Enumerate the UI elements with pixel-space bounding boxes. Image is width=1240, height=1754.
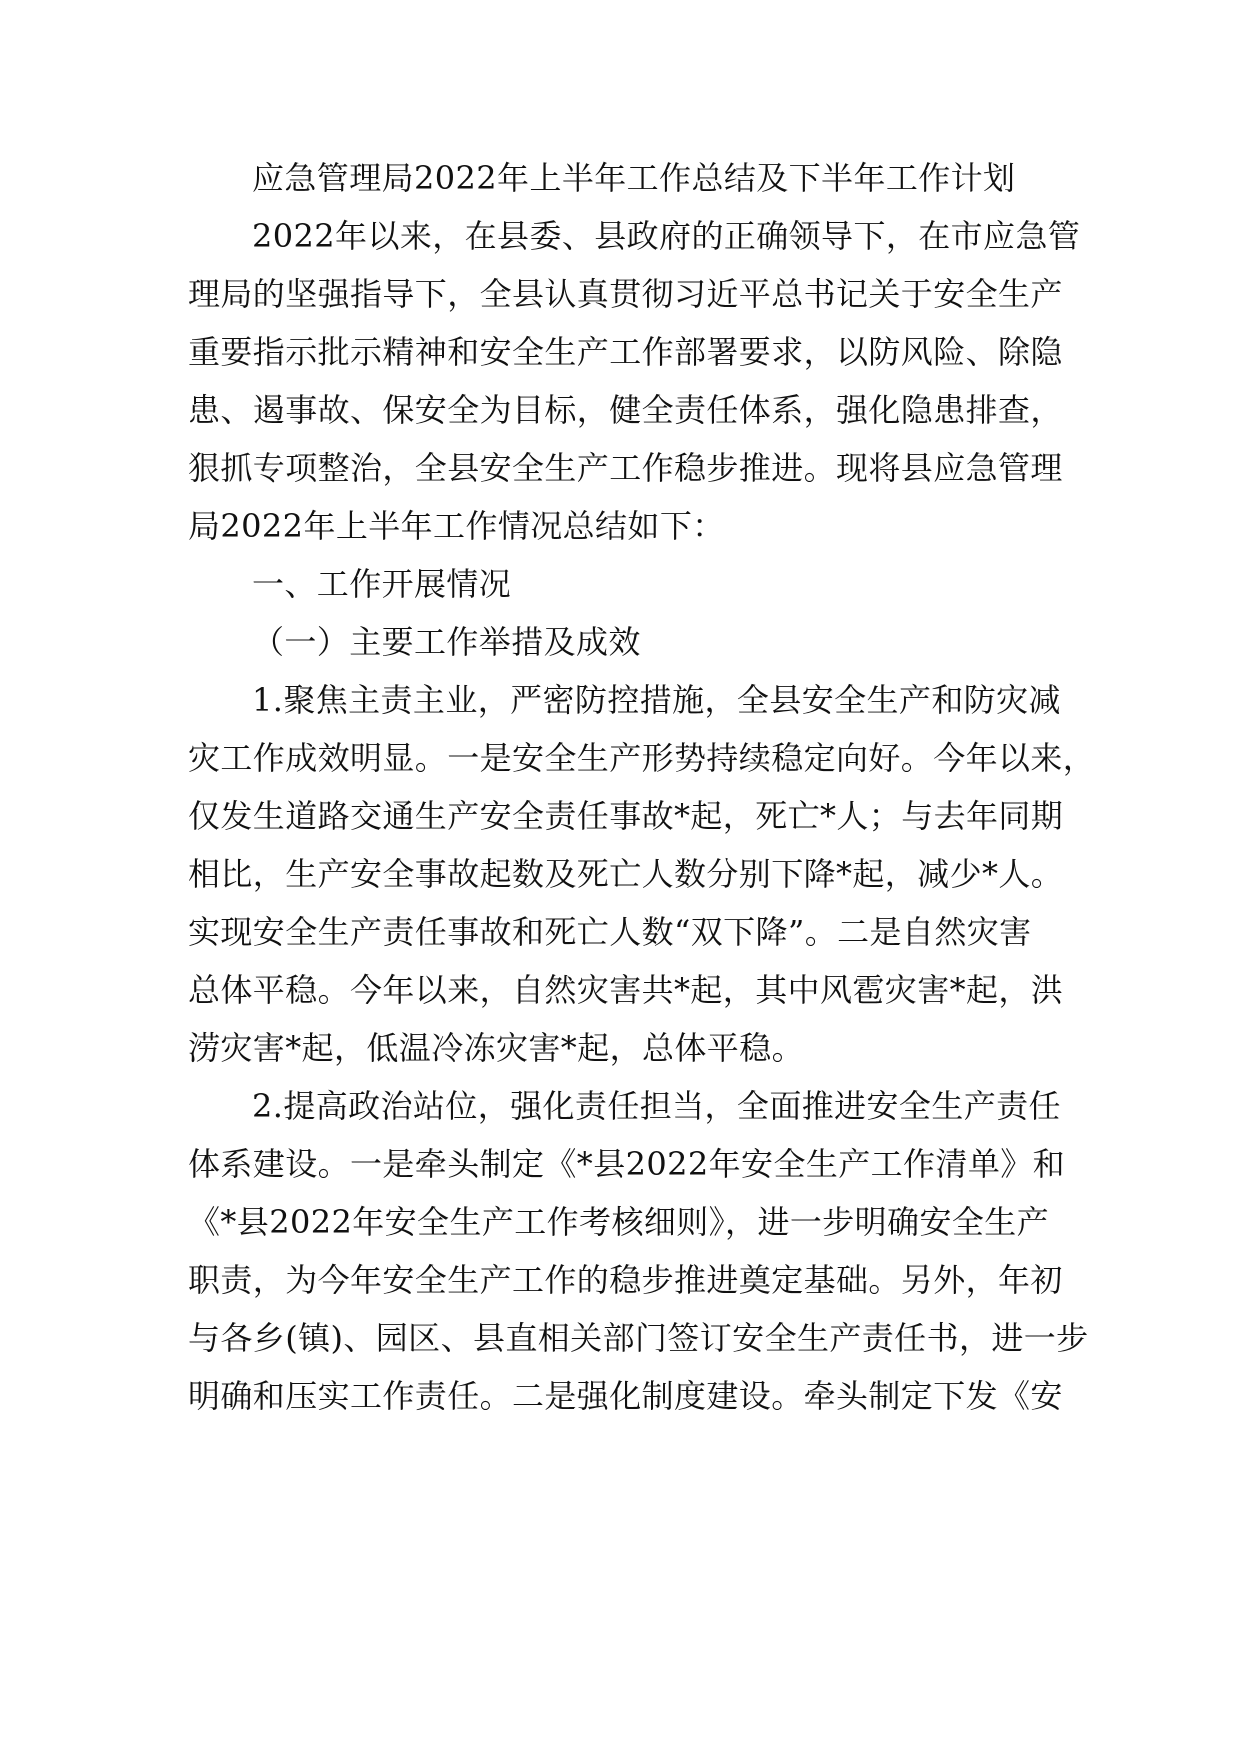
document-title: 应急管理局2022年上半年工作总结及下半年工作计划 [252, 159, 1016, 197]
paragraph-line: 《*县2022年安全生产工作考核细则》，进一步明确安全生产 [188, 1203, 1050, 1241]
paragraph-line: 2022年以来，在县委、县政府的正确领导下，在市应急管 [252, 217, 1081, 255]
section-heading: 一、工作开展情况 [252, 565, 512, 603]
paragraph-line: 局2022年上半年工作情况总结如下： [188, 507, 725, 545]
paragraph-line: 2.提高政治站位，强化责任担当，全面推进安全生产责任 [252, 1087, 1061, 1125]
paragraph-line: 1.聚焦主责主业，严密防控措施，全县安全生产和防灾减 [252, 681, 1061, 719]
paragraph-line: 患、遏事故、保安全为目标，健全责任体系，强化隐患排查， [188, 391, 1063, 429]
paragraph-line: 狠抓专项整治，全县安全生产工作稳步推进。现将县应急管理 [188, 449, 1063, 487]
paragraph-line: 职责，为今年安全生产工作的稳步推进奠定基础。另外，年初 [188, 1261, 1063, 1299]
paragraph-line: 仅发生道路交通生产安全责任事故*起，死亡*人；与去年同期 [188, 797, 1064, 835]
paragraph-line: 灾工作成效明显。一是安全生产形势持续稳定向好。今年以来， [188, 739, 1096, 777]
paragraph-line: 实现安全生产责任事故和死亡人数“双下降”。二是自然灾害 [188, 913, 1032, 951]
paragraph-line: 与各乡(镇)、园区、县直相关部门签订安全生产责任书，进一步 [188, 1319, 1089, 1357]
paragraph-line: 体系建设。一是牵头制定《*县2022年安全生产工作清单》和 [188, 1145, 1066, 1183]
paragraph-line: 理局的坚强指导下，全县认真贯彻习近平总书记关于安全生产 [188, 275, 1063, 313]
paragraph-line: 相比，生产安全事故起数及死亡人数分别下降*起，减少*人。 [188, 855, 1064, 893]
paragraph-line: 总体平稳。今年以来，自然灾害共*起，其中风雹灾害*起，洪 [188, 971, 1064, 1009]
paragraph-line: 涝灾害*起，低温冷冻灾害*起，总体平稳。 [188, 1029, 805, 1067]
paragraph-line: 明确和压实工作责任。二是强化制度建设。牵头制定下发《安 [188, 1377, 1063, 1415]
paragraph-line: 重要指示批示精神和安全生产工作部署要求，以防风险、除隐 [188, 333, 1063, 371]
subsection-heading: （一）主要工作举措及成效 [252, 623, 641, 661]
